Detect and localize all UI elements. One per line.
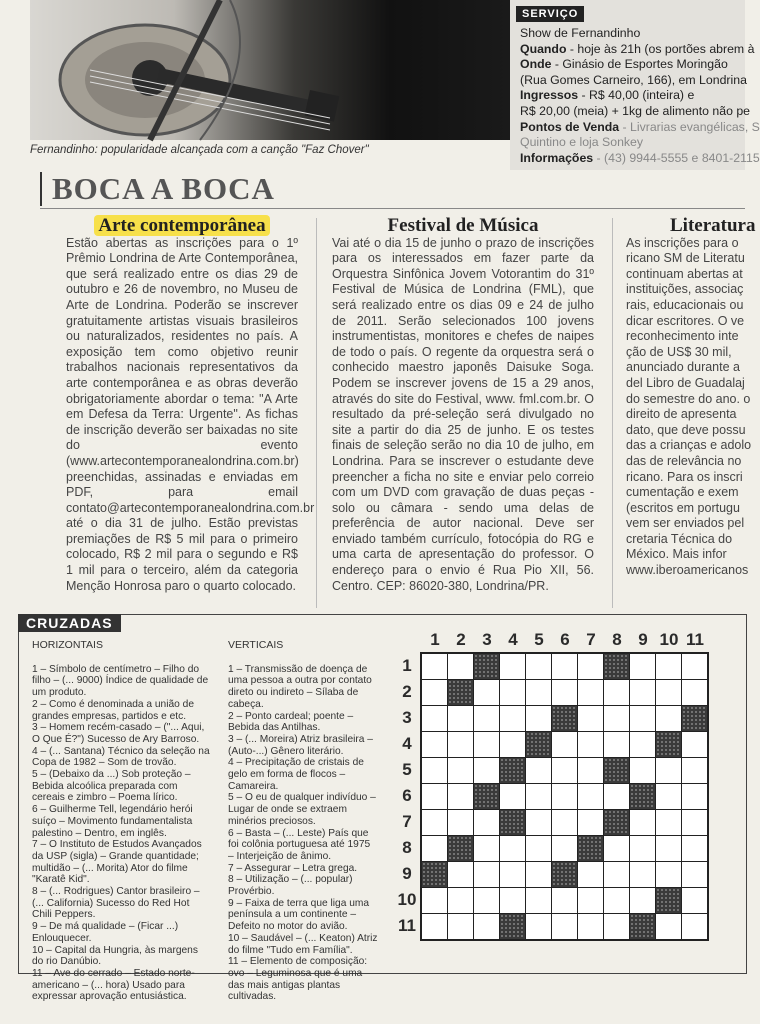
crossword-cell[interactable] — [422, 732, 447, 757]
crossword-cell[interactable] — [500, 706, 525, 731]
row-number: 9 — [402, 864, 412, 883]
clue-item: 1 – Transmissão de doença de uma pessoa a outra por contato direto ou indireto – Sílaba de cabeça. — [228, 663, 372, 710]
crossword-cell[interactable] — [604, 836, 629, 861]
crossword-cell[interactable] — [552, 914, 577, 939]
clue-item: 4 – (... Santana) Técnico da seleção na Copa de 1982 – Som de trovão. — [32, 745, 210, 769]
clue-item: 5 – O eu de qualquer indivíduo – Lugar de onde se extraem minérios preciosos. — [228, 792, 376, 827]
crossword-cell[interactable] — [604, 862, 629, 887]
crossword-block-cell — [448, 836, 473, 861]
crossword-cell[interactable] — [630, 758, 655, 783]
crossword-cell[interactable] — [682, 862, 707, 887]
crossword-cell[interactable] — [682, 654, 707, 679]
clue-item: 8 – Utilização – (... popular) Provérbio. — [228, 874, 353, 898]
crossword-cell[interactable] — [448, 914, 473, 939]
clue-item: 1 – Símbolo de centímetro – Filho do filho – (... 9000) Índice de qualidade de um produto. — [32, 663, 209, 699]
crossword-cell[interactable] — [604, 888, 629, 913]
crossword-cell[interactable] — [656, 810, 681, 835]
row-number: 11 — [398, 916, 416, 935]
service-box — [510, 0, 760, 170]
crossword-block-cell — [604, 758, 629, 783]
crossword-cell[interactable] — [604, 706, 629, 731]
crossword-block-cell — [552, 862, 577, 887]
crossword-cell[interactable] — [500, 888, 525, 913]
clue-item: 11 – Ave do cerrado – Estado norte-americano – (... hora) Usado para expressar aprovação entusiástica. — [32, 967, 195, 1003]
service-line: Ingressos - R$ 40,00 (inteira) e — [520, 88, 695, 103]
guitar-illustration — [30, 0, 510, 140]
crossword-cell[interactable] — [682, 758, 707, 783]
row-number: 6 — [402, 786, 412, 805]
service-line: Quintino e loja Sonkey — [520, 135, 644, 150]
clues-verticais — [228, 640, 378, 1003]
clue-item: 6 – Guilherme Tell, legendário herói suíço – Movimento fundamentalista palestino – Dentro, em inglês. — [32, 804, 193, 839]
crossword-cell[interactable] — [578, 888, 603, 913]
crossword-cell[interactable] — [448, 888, 473, 913]
crossword-block-cell — [500, 914, 525, 939]
crossword-cell[interactable] — [474, 914, 499, 939]
crossword-cell[interactable] — [526, 888, 551, 913]
column-number: 9 — [638, 630, 648, 649]
crossword-cell[interactable] — [448, 758, 473, 783]
article-title: Festival de Música — [387, 215, 539, 236]
crossword-grid — [420, 652, 709, 941]
crossword-cell[interactable] — [552, 836, 577, 861]
column-number: 2 — [456, 630, 466, 649]
clue-item: 5 – (Debaixo da ...) Sob proteção – Bebida alcoólica preparada com cereais e zimbro – Poema lírico. — [32, 769, 191, 804]
row-number: 2 — [402, 682, 412, 701]
crossword-cell[interactable] — [578, 784, 603, 809]
crossword-block-cell — [630, 914, 655, 939]
column-number: 8 — [612, 630, 622, 649]
crossword-cell[interactable] — [682, 784, 707, 809]
crossword-cell[interactable] — [552, 888, 577, 913]
crossword-cell[interactable] — [552, 732, 577, 757]
crossword-cell[interactable] — [630, 836, 655, 861]
crossword-cell[interactable] — [474, 836, 499, 861]
crossword-cell[interactable] — [656, 862, 681, 887]
clue-item: 4 – Precipitação de cristais de gelo em forma de flocos – Camareira. — [228, 757, 364, 792]
crossword-cell[interactable] — [422, 680, 447, 705]
service-line: Onde - Ginásio de Esportes Moringão — [520, 57, 728, 72]
column-number: 10 — [659, 630, 679, 649]
crossword-cell[interactable] — [448, 784, 473, 809]
column-number: 1 — [430, 630, 440, 649]
photo-caption: Fernandinho: popularidade alcançada com a canção "Faz Chover" — [30, 144, 369, 156]
crossword-cell[interactable] — [630, 888, 655, 913]
article-title: Literatura — [670, 215, 756, 236]
crossword-cell[interactable] — [682, 888, 707, 913]
crossword-cell[interactable] — [630, 862, 655, 887]
crossword-cell[interactable] — [448, 732, 473, 757]
clue-item: 3 – Homem recém-casado – ("... Aqui, O Que É?") Sucesso de Ary Barroso. — [32, 722, 205, 745]
crossword-cell[interactable] — [500, 654, 525, 679]
crossword-cell[interactable] — [630, 706, 655, 731]
crossword-cell[interactable] — [526, 862, 551, 887]
clue-item: 2 – Como é denominada a união de grandes empresas, partidos e etc. — [32, 698, 194, 722]
crossword-cell[interactable] — [552, 784, 577, 809]
article-festival — [332, 215, 594, 594]
crossword-cell[interactable] — [604, 680, 629, 705]
crossword-cell[interactable] — [526, 914, 551, 939]
crossword-cell[interactable] — [422, 888, 447, 913]
crossword-cell[interactable] — [474, 732, 499, 757]
row-number: 1 — [402, 656, 412, 675]
row-number: 3 — [402, 708, 412, 727]
column-number: 4 — [508, 630, 518, 649]
service-line: Show de Fernandinho — [520, 26, 641, 40]
concert-photo — [30, 0, 510, 140]
crossword-cell[interactable] — [422, 758, 447, 783]
crossword-cell[interactable] — [448, 706, 473, 731]
crossword-block-cell — [656, 732, 681, 757]
crossword-cell[interactable] — [526, 758, 551, 783]
article-title: Arte contemporânea — [66, 218, 298, 234]
crossword-cell[interactable] — [526, 810, 551, 835]
crossword-cell[interactable] — [682, 836, 707, 861]
crossword-cell[interactable] — [578, 654, 603, 679]
row-number: 8 — [402, 838, 412, 857]
clue-item: 7 – O Instituto de Estudos Avançados da USP (sigla) – Grande quantidade; multidão – (... Morita) Ator do filme "Karatê Kid". — [32, 839, 202, 886]
clue-item: 6 – Basta – (... Leste) País que foi colônia portuguesa até 1975 – Interjeição de ânimo. — [228, 827, 371, 862]
crossword-cell[interactable] — [500, 784, 525, 809]
crossword-cell[interactable] — [552, 758, 577, 783]
section-title: BOCA A BOCA — [40, 172, 275, 206]
service-line: Pontos de Venda - Livrarias evangélicas, S — [520, 119, 760, 134]
clues-heading: VERTICAIS — [228, 639, 284, 651]
crossword-block-cell — [682, 706, 707, 731]
crossword-block-cell — [500, 810, 525, 835]
clues-heading: HORIZONTAIS — [32, 639, 103, 651]
service-line: (Rua Gomes Carneiro, 166), em Londrina — [520, 72, 747, 87]
crossword-cell[interactable] — [682, 810, 707, 835]
crossword-cell[interactable] — [578, 706, 603, 731]
service-line: R$ 20,00 (meia) + 1kg de alimento não pe — [520, 103, 751, 118]
crossword-cell[interactable] — [500, 836, 525, 861]
service-line: Informações - (43) 9944-5555 e 8401-2115 — [520, 150, 760, 165]
crossword-block-cell — [656, 888, 681, 913]
clue-item: 9 – De má qualidade – (Ficar ...) Enlouquecer. — [32, 921, 179, 944]
crossword-cell[interactable] — [526, 836, 551, 861]
article-body: As inscrições para o ricano SM de Literatu continuam abertas at instituições, associaç rais, educacionais ou dicar escritores. O ve reconhecimento inte ção de US$ 30 mil, anunciado durante a del Libro de Guadalaj do semestre do ano. o direito de apresenta dato, que deve possu das a crianças e adolo das de relevância no ricano. Para os inscri cumentação e exem (escritos em portugu vem ser enviados pel cretaria Técnica do México. Mais infor www.iberoamericanos — [626, 235, 752, 578]
crossword-block-cell — [604, 810, 629, 835]
section-rule — [40, 208, 745, 209]
crossword-cell[interactable] — [656, 784, 681, 809]
crossword-cell[interactable] — [630, 810, 655, 835]
crossword-block-cell — [500, 758, 525, 783]
crossword-cell[interactable] — [500, 732, 525, 757]
crossword-cell[interactable] — [552, 680, 577, 705]
column-number: 6 — [560, 630, 570, 649]
crossword-cell[interactable] — [682, 732, 707, 757]
clue-item: 2 – Ponto cardeal; poente – Bebida das Antilhas. — [228, 710, 354, 734]
column-divider — [612, 218, 613, 608]
crossword-cell[interactable] — [630, 732, 655, 757]
crossword-cell[interactable] — [630, 654, 655, 679]
column-number: 11 — [686, 630, 704, 649]
article-literatura — [626, 215, 756, 579]
crossword-cell[interactable] — [422, 654, 447, 679]
crossword-cell[interactable] — [474, 680, 499, 705]
row-number: 5 — [402, 760, 412, 779]
column-number: 3 — [482, 630, 492, 649]
crossword-cell[interactable] — [578, 758, 603, 783]
crossword-cell[interactable] — [682, 680, 707, 705]
crossword-cell[interactable] — [578, 914, 603, 939]
crossword-block-cell — [526, 732, 551, 757]
crossword-cell[interactable] — [604, 914, 629, 939]
crossword-cell[interactable] — [526, 654, 551, 679]
row-number: 7 — [402, 812, 412, 831]
crossword-block-cell — [552, 706, 577, 731]
crossword-block-cell — [604, 654, 629, 679]
column-number: 7 — [586, 630, 596, 649]
clue-item: 10 – Capital da Hungria, às margens do rio Danúbio. — [32, 944, 198, 968]
crossword-cell[interactable] — [552, 810, 577, 835]
crossword-cell[interactable] — [656, 706, 681, 731]
service-tag: SERVIÇO — [516, 6, 584, 22]
crossword-cell[interactable] — [682, 914, 707, 939]
crossword-cell[interactable] — [500, 680, 525, 705]
crossword-cell[interactable] — [656, 914, 681, 939]
crossword-cell[interactable] — [604, 784, 629, 809]
crossword-cell[interactable] — [656, 680, 681, 705]
crossword-cell[interactable] — [448, 654, 473, 679]
crossword-cell[interactable] — [656, 654, 681, 679]
crossword-block-cell — [474, 784, 499, 809]
crossword-cell[interactable] — [474, 706, 499, 731]
clue-item: 7 – Assegurar – Letra grega. — [228, 862, 358, 874]
crossword-cell[interactable] — [578, 680, 603, 705]
crossword-cell[interactable] — [422, 810, 447, 835]
crossword-cell[interactable] — [526, 706, 551, 731]
crossword-block-cell — [448, 680, 473, 705]
clue-item: 9 – Faixa de terra que liga uma península a um continente – Defeito no motor do avião. — [228, 897, 370, 933]
crossword-cell[interactable] — [422, 784, 447, 809]
crossword-block-cell — [474, 654, 499, 679]
crossword-cell[interactable] — [474, 862, 499, 887]
crossword-cell[interactable] — [526, 680, 551, 705]
crossword-block-cell — [422, 862, 447, 887]
column-number: 5 — [534, 630, 544, 649]
crossword-cell[interactable] — [656, 836, 681, 861]
crossword-cell[interactable] — [474, 888, 499, 913]
crossword-block-cell — [630, 784, 655, 809]
article-body: Estão abertas as inscrições para o 1º Prêmio Londrina de Arte Contemporânea, que será realizado entre os dias 29 de outubro e 26 de novembro, no Museu de Arte de Londrina. Poderão se inscrever gratuitamente artistas visuais brasileiros ou naturalizados, residentes no país. A exposição tem como objetivo reunir trabalhos nacionais representativos da arte contemporânea e as obras deverão obrigatoriamente abordar o tema: "A Arte em Defesa da Terra: Urgente". As fichas de inscrição deverão ser baixadas no site do evento (www.artecontemporanealondrina.com.br) preenchidas, assinadas e enviadas em PDF, para email contato@artecontemporanealondrina.com.br até o dia 31 de julho. Estão previstas premiações de R$ 5 mil para o primeiro colocado, R$ 2 mil para o segundo e R$ 1 mil para o terceiro, além da categoria Menção Honrosa paro o quarto colocado. — [66, 235, 315, 593]
article-arte — [66, 215, 315, 594]
column-divider — [316, 218, 317, 608]
crossword-cell[interactable] — [422, 836, 447, 861]
row-number: 10 — [397, 890, 417, 909]
crossword-cell[interactable] — [630, 680, 655, 705]
crossword-cell[interactable] — [656, 758, 681, 783]
clue-item: 10 – Saudável – (... Keaton) Atriz do filme "Tudo em Família". — [228, 932, 378, 956]
crossword-cell[interactable] — [422, 706, 447, 731]
crossword-cell[interactable] — [500, 862, 525, 887]
crossword-block-cell — [578, 836, 603, 861]
clue-item: 8 – (... Rodrigues) Cantor brasileiro – (... California) Sucesso do Red Hot Chili Peppers. — [32, 886, 200, 921]
crossword-cell[interactable] — [474, 758, 499, 783]
crossword-cell[interactable] — [526, 784, 551, 809]
crossword-cell[interactable] — [474, 810, 499, 835]
crossword-cell[interactable] — [578, 810, 603, 835]
crossword-cell[interactable] — [578, 732, 603, 757]
crossword-cell[interactable] — [552, 654, 577, 679]
crossword-cell[interactable] — [448, 810, 473, 835]
crossword-cell[interactable] — [578, 862, 603, 887]
service-line: Quando - hoje às 21h (os portões abrem à — [520, 41, 755, 56]
crossword-cell[interactable] — [448, 862, 473, 887]
clue-item: 11 – Elemento de composição: ovo – Leguminosa que é uma das mais antigas plantas cultivadas. — [228, 956, 368, 1003]
clues-horizontais — [32, 640, 212, 1003]
crossword-tag: CRUZADAS — [18, 614, 121, 632]
clue-item: 3 – (... Moreira) Atriz brasileira – (Auto-...) Gênero literário. — [228, 733, 373, 757]
row-number: 4 — [402, 734, 412, 753]
article-body: Vai até o dia 15 de junho o prazo de inscrições para os interessados em fazer parte da Orquestra Sinfônica Jovem Votorantim do 31º Festival de Música de Londrina (FML), que será realizado entre os dias 09 e 24 de julho de 2011. Serão selecionados 100 jovens instrumentistas, monitores e chefes de naipes de todo o país. O regente da orquestra será o conhecido maestro japonês Daisuke Soga. Podem se inscrever jovens de 15 a 29 anos, através do site do Festival, www. fml.com.br. O resultado da pré-seleção será divulgado no site a partir do dia 25 de junho. E os testes finais de seleção serão no dia 10 de julho, em Londrina. Para se inscrever o estudante deve preencher a ficha no site e enviar pelo correio com um DVD com gravação de duas peças - solo ou câmara - sendo uma delas de preferência de autor nacional. Deve ser enviado também currículo, fotocópia do RG e uma carta de apresentação do professor. O endereço para o envio é Rua Pio XII, 56. Centro. CEP: 86020-380, Londrina/PR. — [332, 235, 594, 593]
crossword-cell[interactable] — [422, 914, 447, 939]
crossword-cell[interactable] — [604, 732, 629, 757]
